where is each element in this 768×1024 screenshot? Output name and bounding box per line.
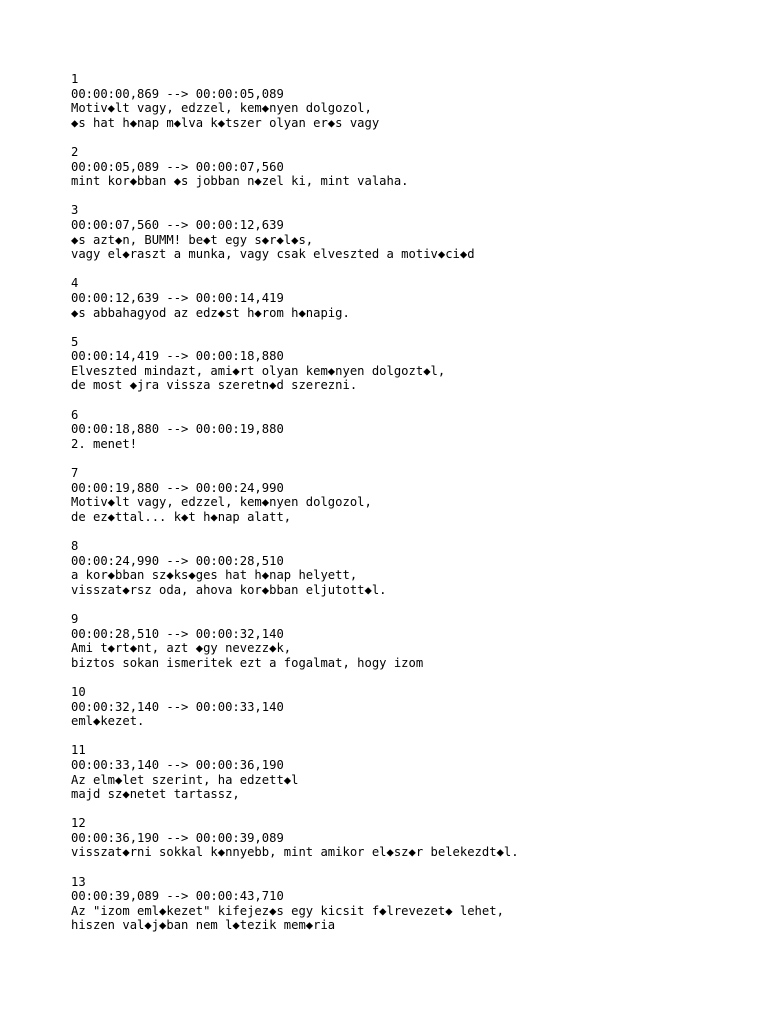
cue-text-line: a kor◆bban sz◆ks◆ges hat h◆nap helyett, [71, 568, 358, 583]
cue-text-line: ◆s abbahagyod az edz◆st h◆rom h◆napig. [71, 305, 350, 320]
cue-timecode: 00:00:07,560 --> 00:00:12,639 [71, 217, 284, 232]
subtitle-cue-3 [71, 203, 751, 261]
cue-text-line: de most ◆jra vissza szeretn◆d szerezni. [71, 378, 358, 393]
cue-timecode: 00:00:12,639 --> 00:00:14,419 [71, 290, 284, 305]
cue-timecode: 00:00:00,869 --> 00:00:05,089 [71, 86, 284, 101]
subtitle-cue-5 [71, 335, 751, 393]
cue-text-line: ◆s hat h◆nap m◆lva k◆tszer olyan er◆s vagy [71, 115, 380, 130]
cue-index: 1 [71, 72, 79, 86]
subtitle-cue-13 [71, 875, 751, 933]
cue-timecode: 00:00:36,190 --> 00:00:39,089 [71, 830, 284, 845]
cue-text-line: Az "izom eml◆kezet" kifejez◆s egy kicsit f◆lrevezet◆ lehet, [71, 903, 504, 918]
subtitle-cue-12 [71, 816, 751, 860]
cue-text-line: mint kor◆bban ◆s jobban n◆zel ki, mint valaha. [71, 174, 409, 189]
cue-text-line: eml◆kezet. [71, 714, 145, 729]
subtitle-cue-11 [71, 743, 751, 801]
subtitle-document [71, 72, 751, 948]
subtitle-cue-7 [71, 466, 751, 524]
subtitle-cue-8 [71, 539, 751, 597]
cue-text-line: hiszen val◆j◆ban nem l◆tezik mem◆ria [71, 918, 336, 933]
subtitle-cue-10 [71, 685, 751, 729]
cue-text-line: Motiv◆lt vagy, edzzel, kem◆nyen dolgozol, [71, 101, 372, 116]
cue-timecode: 00:00:18,880 --> 00:00:19,880 [71, 422, 284, 437]
cue-text-line: 2. menet! [71, 436, 138, 451]
cue-index: 9 [71, 611, 79, 626]
cue-index: 4 [71, 276, 79, 291]
cue-text-line: visszat◆rsz oda, ahova kor◆bban eljutott◆l. [71, 582, 387, 597]
cue-index: 3 [71, 203, 79, 218]
cue-timecode: 00:00:28,510 --> 00:00:32,140 [71, 626, 284, 641]
cue-timecode: 00:00:32,140 --> 00:00:33,140 [71, 699, 284, 714]
cue-text-line: ◆s azt◆n, BUMM! be◆t egy s◆r◆l◆s, [71, 232, 314, 247]
cue-index: 10 [71, 684, 86, 699]
cue-text-line: Ami t◆rt◆nt, azt ◆gy nevezz◆k, [71, 641, 292, 656]
cue-text-line: visszat◆rni sokkal k◆nnyebb, mint amikor el◆sz◆r belekezdt◆l. [71, 845, 519, 860]
cue-text-line: Elveszted mindazt, ami◆rt olyan kem◆nyen dolgozt◆l, [71, 363, 446, 378]
cue-index: 12 [71, 816, 86, 831]
cue-text-line: biztos sokan ismeritek ezt a fogalmat, hogy izom [71, 655, 424, 670]
cue-text-line: Az elm◆let szerint, ha edzett◆l [71, 772, 299, 787]
cue-text-line: Motiv◆lt vagy, edzzel, kem◆nyen dolgozol, [71, 495, 372, 510]
cue-timecode: 00:00:33,140 --> 00:00:36,190 [71, 757, 284, 772]
subtitle-cue-2 [71, 145, 751, 189]
cue-timecode: 00:00:24,990 --> 00:00:28,510 [71, 553, 284, 568]
cue-text-line: de ez◆ttal... k◆t h◆nap alatt, [71, 509, 292, 524]
subtitle-cue-4 [71, 276, 751, 320]
cue-timecode: 00:00:14,419 --> 00:00:18,880 [71, 349, 284, 364]
subtitle-cue-6 [71, 408, 751, 452]
cue-index: 2 [71, 144, 79, 159]
cue-timecode: 00:00:19,880 --> 00:00:24,990 [71, 480, 284, 495]
cue-index: 7 [71, 466, 79, 481]
cue-index: 5 [71, 334, 79, 349]
subtitle-cue-9 [71, 612, 751, 670]
subtitle-cue-1 [71, 72, 751, 130]
cue-index: 13 [71, 874, 86, 889]
cue-index: 11 [71, 743, 86, 758]
cue-timecode: 00:00:39,089 --> 00:00:43,710 [71, 889, 284, 904]
cue-text-line: majd sz◆netet tartassz, [71, 787, 240, 802]
cue-text-line: vagy el◆raszt a munka, vagy csak elveszted a motiv◆ci◆d [71, 247, 475, 262]
cue-index: 6 [71, 407, 79, 422]
cue-timecode: 00:00:05,089 --> 00:00:07,560 [71, 159, 284, 174]
cue-index: 8 [71, 539, 79, 553]
